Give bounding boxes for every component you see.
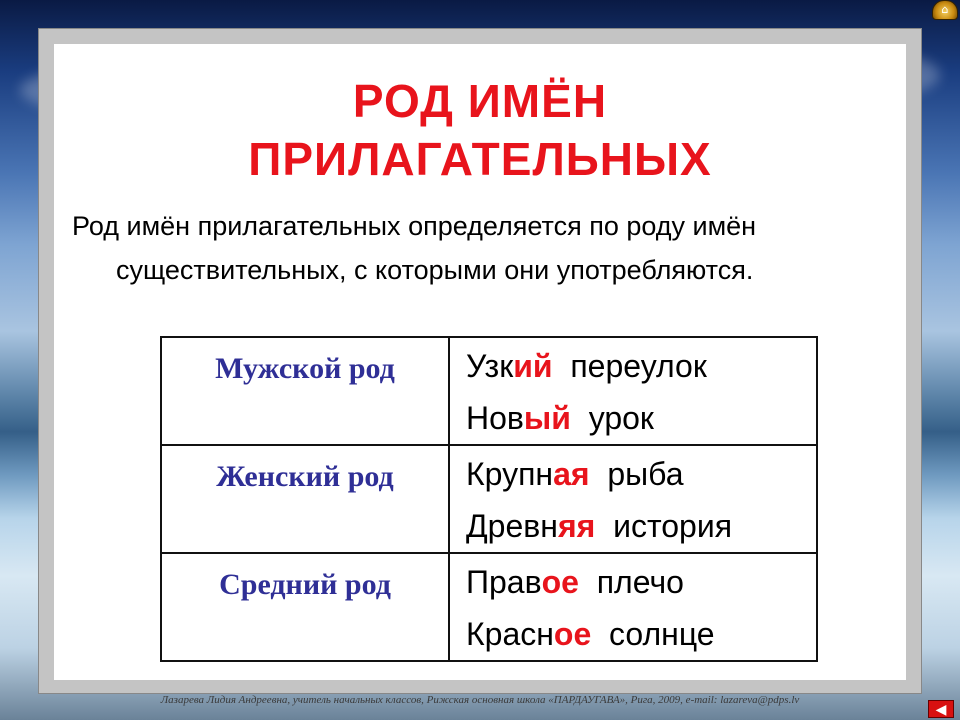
slide-content xyxy=(54,44,906,680)
example-phrase xyxy=(466,500,816,552)
adjective-ending: ая xyxy=(553,456,590,492)
examples-cell xyxy=(449,445,817,553)
back-arrow-icon[interactable]: ◀ xyxy=(928,700,954,718)
table-row xyxy=(161,445,817,553)
example-phrase xyxy=(466,340,816,392)
example-phrase xyxy=(466,448,816,500)
home-icon[interactable]: ⌂ xyxy=(932,0,958,20)
gender-cell xyxy=(161,337,449,445)
table-row xyxy=(161,553,817,661)
examples-cell xyxy=(449,553,817,661)
noun: рыба xyxy=(607,456,684,492)
example-phrase xyxy=(466,556,816,608)
noun: история xyxy=(613,508,733,544)
adjective-ending: яя xyxy=(557,508,596,544)
gender-table xyxy=(160,336,818,662)
adjective-stem: Красн xyxy=(466,616,554,652)
adjective-stem: Нов xyxy=(466,400,524,436)
rule-description-line2: существительных, с которыми они употребляются. xyxy=(116,255,754,285)
author-footer: Лазарева Лидия Андреевна, учитель начальных классов, Рижская основная школа «ПАРДАУГАВА», Рига, 2009, e-mail: lazareva@pdps.lv xyxy=(160,694,800,706)
noun: солнце xyxy=(609,616,715,652)
noun: переулок xyxy=(570,348,707,384)
noun: урок xyxy=(588,400,654,436)
gender-label-masculine: Мужской род xyxy=(215,352,395,385)
adjective-ending: ый xyxy=(523,400,571,436)
adjective-ending: ое xyxy=(553,616,592,652)
example-phrase xyxy=(466,608,816,660)
adjective-stem: Древн xyxy=(466,508,558,544)
adjective-stem: Узк xyxy=(466,348,514,384)
noun: плечо xyxy=(596,564,684,600)
rule-description xyxy=(72,204,892,292)
adjective-ending: ий xyxy=(513,348,553,384)
slide-title-line2: ПРИЛАГАТЕЛЬНЫХ xyxy=(248,133,712,185)
gender-label-neuter: Средний род xyxy=(219,568,391,601)
rule-description-line1: Род имён прилагательных определяется по роду имён xyxy=(72,211,757,241)
example-phrase xyxy=(466,392,816,444)
adjective-stem: Крупн xyxy=(466,456,554,492)
gender-cell xyxy=(161,553,449,661)
slide-title-line1: РОД ИМЁН xyxy=(352,75,608,127)
examples-cell xyxy=(449,337,817,445)
table-row xyxy=(161,337,817,445)
gender-label-feminine: Женский род xyxy=(216,460,394,493)
gender-cell xyxy=(161,445,449,553)
adjective-stem: Прав xyxy=(466,564,542,600)
adjective-ending: ое xyxy=(541,564,579,600)
